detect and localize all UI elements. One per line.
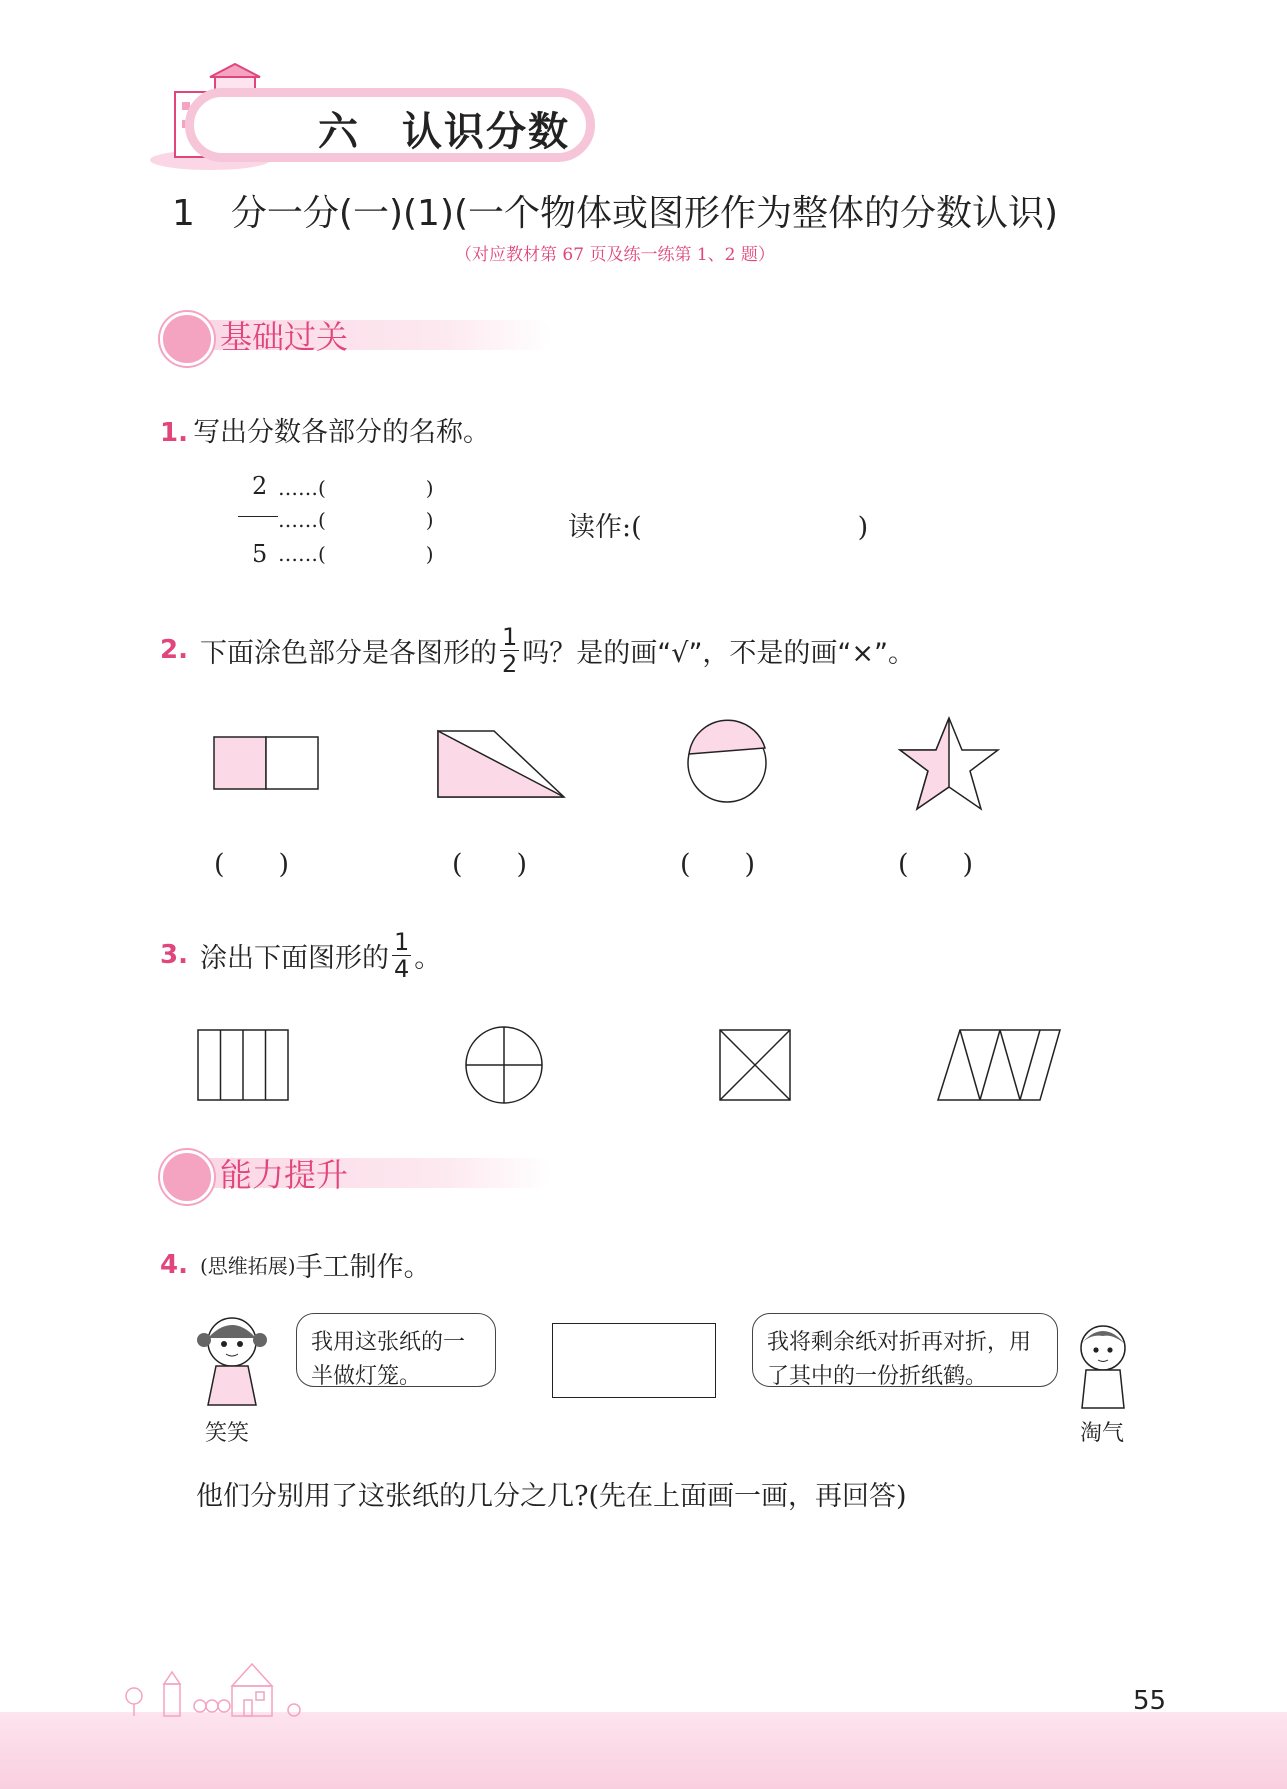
frac-numerator: 1 xyxy=(501,622,518,651)
question-text: 涂出下面图形的 xyxy=(199,942,389,974)
parallelogram-triangles[interactable] xyxy=(938,1030,1060,1100)
paper-rectangle[interactable] xyxy=(552,1323,716,1398)
lightbulb-icon xyxy=(160,1150,214,1204)
fraction-one-half xyxy=(500,624,519,677)
boy-speech-bubble xyxy=(752,1313,1058,1387)
q4-question: 他们分别用了这张纸的几分之几?(先在上面画一画，再回答) xyxy=(196,1481,907,1512)
answer-blank-4[interactable]: ( ) xyxy=(898,849,974,880)
read-as-blank[interactable]: 读作:( ) xyxy=(568,512,869,543)
section-advanced xyxy=(160,1150,560,1194)
fraction-bar-answer-blank[interactable]: ……( ) xyxy=(278,508,434,532)
lesson-title: 1 分一分(一)(1)(一个物体或图形作为整体的分数认识) xyxy=(172,193,1059,234)
section-basic xyxy=(160,312,560,356)
fraction-one-quarter xyxy=(392,929,411,982)
boy-character-icon xyxy=(1068,1318,1138,1413)
girl-name: 笑笑 xyxy=(205,1421,250,1446)
chapter-title: 六 认识分数 xyxy=(318,109,570,155)
circle-quartered[interactable] xyxy=(466,1027,542,1103)
page-number: 55 xyxy=(1133,1686,1167,1716)
question-2 xyxy=(160,620,915,680)
footer-band xyxy=(0,1712,1287,1789)
question-tag: (思维拓展) xyxy=(199,1254,296,1278)
question-text-tail: 吗？是的画“√”，不是的画“×”。 xyxy=(522,637,916,669)
q3-shapes xyxy=(190,1020,1070,1130)
girl-character-icon xyxy=(190,1310,280,1415)
girl-speech-bubble xyxy=(296,1313,496,1387)
rectangle-four-strips[interactable] xyxy=(198,1030,288,1100)
frac-denominator: 2 xyxy=(501,649,518,678)
star-half-shaded xyxy=(900,718,998,809)
frac-denominator: 4 xyxy=(393,954,410,983)
numerator: 2 xyxy=(252,472,268,500)
question-text: 手工制作。 xyxy=(295,1252,431,1283)
answer-blank-3[interactable]: ( ) xyxy=(680,849,756,880)
globe-icon xyxy=(160,312,214,366)
denominator-answer-blank[interactable]: ……( ) xyxy=(278,542,434,566)
question-text: 写出分数各部分的名称。 xyxy=(193,417,491,448)
question-number: 2. xyxy=(160,635,188,665)
section-title-basic: 基础过关 xyxy=(220,318,349,356)
answer-blank-2[interactable]: ( ) xyxy=(452,849,528,880)
fraction-bar xyxy=(238,516,278,517)
question-text: 下面涂色部分是各图形的 xyxy=(199,637,497,669)
question-text-tail: 。 xyxy=(414,942,442,974)
girl-speech-text: 我用这张纸的一半做灯笼。 xyxy=(311,1330,466,1389)
lesson-note: （对应教材第 67 页及练一练第 1、2 题） xyxy=(455,245,775,265)
question-number: 4. xyxy=(160,1249,188,1280)
frac-numerator: 1 xyxy=(393,927,410,956)
question-number: 1. xyxy=(160,418,188,448)
rectangle-half-shaded xyxy=(214,737,318,789)
question-4 xyxy=(160,1245,431,1284)
square-crossed[interactable] xyxy=(720,1030,790,1100)
question-number: 3. xyxy=(160,940,188,970)
town-illustration-icon xyxy=(120,1650,420,1720)
question-1 xyxy=(160,410,490,449)
q2-shapes xyxy=(200,705,1020,825)
question-3 xyxy=(160,925,441,985)
circle-chord-shaded xyxy=(688,720,766,802)
boy-speech-text: 我将剩余纸对折再对折，用了其中的一份折纸鹤。 xyxy=(767,1330,1032,1389)
numerator-answer-blank[interactable]: ……( ) xyxy=(278,476,434,500)
fraction-diagram xyxy=(238,470,498,570)
denominator: 5 xyxy=(252,540,268,568)
section-title-advanced: 能力提升 xyxy=(220,1156,349,1194)
trapezoid-diagonal-shaded xyxy=(438,731,564,797)
answer-blank-1[interactable]: ( ) xyxy=(214,849,290,880)
boy-name: 淘气 xyxy=(1080,1421,1125,1446)
